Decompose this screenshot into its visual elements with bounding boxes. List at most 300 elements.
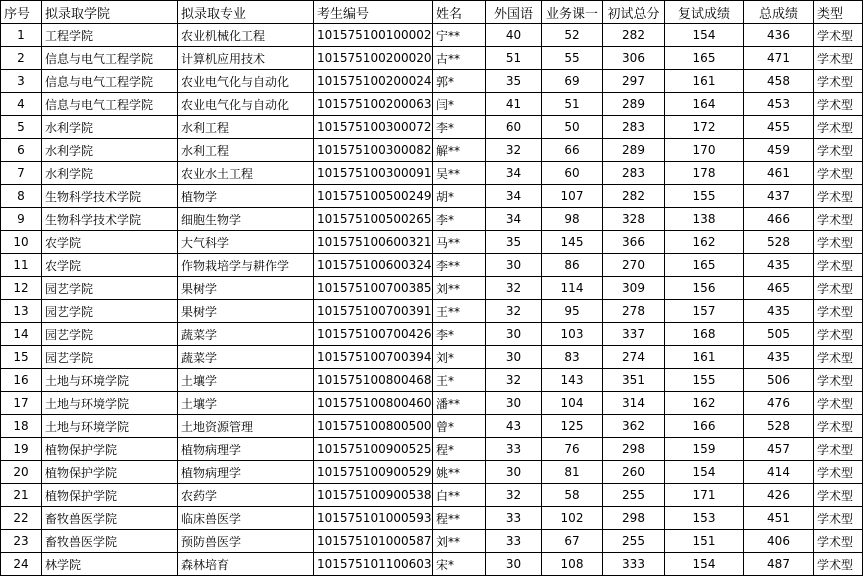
- table-body: [1, 24, 863, 576]
- cell-foreign-language: 32: [486, 139, 542, 162]
- cell-college: 水利学院: [42, 116, 178, 139]
- cell-type: 学术型: [814, 392, 863, 415]
- cell-subject-one: 103: [542, 323, 603, 346]
- cell-index: 19: [1, 438, 42, 461]
- cell-total-score: 414: [744, 461, 814, 484]
- cell-total-score: 455: [744, 116, 814, 139]
- cell-type: 学术型: [814, 369, 863, 392]
- cell-exam-id: 101575100500265: [314, 208, 433, 231]
- cell-total-score: 436: [744, 24, 814, 47]
- cell-exam-id: 101575100600321: [314, 231, 433, 254]
- cell-total-score: 528: [744, 415, 814, 438]
- header-index: 序号: [1, 1, 42, 24]
- cell-index: 11: [1, 254, 42, 277]
- cell-college: 信息与电气工程学院: [42, 70, 178, 93]
- cell-initial-total: 289: [603, 139, 665, 162]
- cell-type: 学术型: [814, 208, 863, 231]
- cell-name: 王**: [433, 300, 486, 323]
- cell-name: 李**: [433, 254, 486, 277]
- cell-index: 16: [1, 369, 42, 392]
- cell-exam-id: 101575100200063: [314, 93, 433, 116]
- cell-subject-one: 83: [542, 346, 603, 369]
- cell-exam-id: 101575100200024: [314, 70, 433, 93]
- cell-subject-one: 108: [542, 553, 603, 576]
- cell-exam-id: 101575100900525: [314, 438, 433, 461]
- cell-index: 9: [1, 208, 42, 231]
- cell-major: 农业电气化与自动化: [178, 93, 314, 116]
- cell-total-score: 435: [744, 254, 814, 277]
- cell-retest-score: 138: [665, 208, 744, 231]
- cell-exam-id: 101575100900538: [314, 484, 433, 507]
- cell-retest-score: 162: [665, 392, 744, 415]
- cell-major: 植物学: [178, 185, 314, 208]
- cell-subject-one: 67: [542, 530, 603, 553]
- cell-initial-total: 255: [603, 484, 665, 507]
- cell-type: 学术型: [814, 507, 863, 530]
- cell-retest-score: 162: [665, 231, 744, 254]
- table-row: [1, 415, 863, 438]
- cell-exam-id: 101575100800460: [314, 392, 433, 415]
- cell-major: 计算机应用技术: [178, 47, 314, 70]
- header-retest-score: 复试成绩: [665, 1, 744, 24]
- cell-index: 21: [1, 484, 42, 507]
- cell-foreign-language: 51: [486, 47, 542, 70]
- cell-exam-id: 101575100700391: [314, 300, 433, 323]
- cell-name: 胡*: [433, 185, 486, 208]
- cell-total-score: 528: [744, 231, 814, 254]
- cell-initial-total: 309: [603, 277, 665, 300]
- cell-type: 学术型: [814, 530, 863, 553]
- cell-initial-total: 282: [603, 24, 665, 47]
- cell-foreign-language: 33: [486, 530, 542, 553]
- cell-exam-id: 101575100700426: [314, 323, 433, 346]
- cell-retest-score: 151: [665, 530, 744, 553]
- cell-index: 2: [1, 47, 42, 70]
- cell-college: 信息与电气工程学院: [42, 47, 178, 70]
- cell-type: 学术型: [814, 254, 863, 277]
- cell-major: 作物栽培学与耕作学: [178, 254, 314, 277]
- cell-retest-score: 161: [665, 70, 744, 93]
- cell-total-score: 506: [744, 369, 814, 392]
- cell-retest-score: 164: [665, 93, 744, 116]
- cell-total-score: 459: [744, 139, 814, 162]
- cell-major: 植物病理学: [178, 438, 314, 461]
- cell-index: 20: [1, 461, 42, 484]
- cell-initial-total: 333: [603, 553, 665, 576]
- cell-retest-score: 154: [665, 461, 744, 484]
- cell-exam-id: 101575100100002: [314, 24, 433, 47]
- cell-foreign-language: 33: [486, 507, 542, 530]
- table-row: [1, 277, 863, 300]
- cell-initial-total: 366: [603, 231, 665, 254]
- cell-type: 学术型: [814, 277, 863, 300]
- cell-foreign-language: 32: [486, 484, 542, 507]
- table-row: [1, 507, 863, 530]
- cell-index: 24: [1, 553, 42, 576]
- cell-initial-total: 362: [603, 415, 665, 438]
- table-row: [1, 208, 863, 231]
- cell-type: 学术型: [814, 484, 863, 507]
- cell-index: 22: [1, 507, 42, 530]
- cell-type: 学术型: [814, 438, 863, 461]
- header-exam-id: 考生编号: [314, 1, 433, 24]
- cell-subject-one: 102: [542, 507, 603, 530]
- cell-total-score: 435: [744, 346, 814, 369]
- cell-retest-score: 159: [665, 438, 744, 461]
- cell-retest-score: 154: [665, 553, 744, 576]
- cell-subject-one: 51: [542, 93, 603, 116]
- cell-name: 李*: [433, 116, 486, 139]
- table-row: [1, 392, 863, 415]
- cell-index: 1: [1, 24, 42, 47]
- cell-foreign-language: 34: [486, 208, 542, 231]
- cell-initial-total: 297: [603, 70, 665, 93]
- cell-initial-total: 314: [603, 392, 665, 415]
- cell-total-score: 406: [744, 530, 814, 553]
- cell-exam-id: 101575100900529: [314, 461, 433, 484]
- cell-foreign-language: 60: [486, 116, 542, 139]
- cell-foreign-language: 30: [486, 254, 542, 277]
- cell-major: 蔬菜学: [178, 323, 314, 346]
- cell-major: 农业水土工程: [178, 162, 314, 185]
- cell-major: 土地资源管理: [178, 415, 314, 438]
- cell-foreign-language: 32: [486, 300, 542, 323]
- cell-exam-id: 101575101000587: [314, 530, 433, 553]
- cell-retest-score: 165: [665, 47, 744, 70]
- table-row: [1, 300, 863, 323]
- cell-subject-one: 50: [542, 116, 603, 139]
- table-row: [1, 530, 863, 553]
- header-subject-one: 业务课一: [542, 1, 603, 24]
- cell-index: 3: [1, 70, 42, 93]
- cell-exam-id: 101575100800468: [314, 369, 433, 392]
- cell-exam-id: 101575101000593: [314, 507, 433, 530]
- cell-subject-one: 86: [542, 254, 603, 277]
- cell-college: 水利学院: [42, 139, 178, 162]
- cell-college: 土地与环境学院: [42, 392, 178, 415]
- table-row: [1, 254, 863, 277]
- cell-index: 10: [1, 231, 42, 254]
- cell-foreign-language: 33: [486, 438, 542, 461]
- cell-major: 水利工程: [178, 116, 314, 139]
- cell-foreign-language: 43: [486, 415, 542, 438]
- cell-subject-one: 69: [542, 70, 603, 93]
- cell-name: 闫*: [433, 93, 486, 116]
- cell-major: 植物病理学: [178, 461, 314, 484]
- cell-college: 生物科学技术学院: [42, 185, 178, 208]
- cell-total-score: 457: [744, 438, 814, 461]
- cell-retest-score: 166: [665, 415, 744, 438]
- cell-exam-id: 101575100700394: [314, 346, 433, 369]
- header-foreign-language: 外国语: [486, 1, 542, 24]
- cell-index: 15: [1, 346, 42, 369]
- cell-exam-id: 101575100700385: [314, 277, 433, 300]
- table-row: [1, 47, 863, 70]
- table-row: [1, 553, 863, 576]
- cell-name: 白**: [433, 484, 486, 507]
- header-major: 拟录取专业: [178, 1, 314, 24]
- table-row: [1, 93, 863, 116]
- cell-major: 蔬菜学: [178, 346, 314, 369]
- cell-name: 曾*: [433, 415, 486, 438]
- cell-retest-score: 172: [665, 116, 744, 139]
- cell-initial-total: 298: [603, 438, 665, 461]
- cell-name: 李*: [433, 208, 486, 231]
- table-row: [1, 484, 863, 507]
- cell-subject-one: 125: [542, 415, 603, 438]
- cell-foreign-language: 40: [486, 24, 542, 47]
- cell-type: 学术型: [814, 116, 863, 139]
- cell-major: 森林培育: [178, 553, 314, 576]
- cell-subject-one: 76: [542, 438, 603, 461]
- cell-major: 大气科学: [178, 231, 314, 254]
- cell-total-score: 426: [744, 484, 814, 507]
- cell-college: 信息与电气工程学院: [42, 93, 178, 116]
- cell-type: 学术型: [814, 185, 863, 208]
- cell-initial-total: 328: [603, 208, 665, 231]
- cell-index: 7: [1, 162, 42, 185]
- cell-exam-id: 101575100500249: [314, 185, 433, 208]
- cell-name: 刘**: [433, 530, 486, 553]
- cell-name: 宋*: [433, 553, 486, 576]
- cell-name: 宁**: [433, 24, 486, 47]
- cell-type: 学术型: [814, 162, 863, 185]
- cell-index: 4: [1, 93, 42, 116]
- cell-name: 郭*: [433, 70, 486, 93]
- table-row: [1, 231, 863, 254]
- cell-type: 学术型: [814, 93, 863, 116]
- cell-total-score: 466: [744, 208, 814, 231]
- cell-college: 生物科学技术学院: [42, 208, 178, 231]
- cell-retest-score: 155: [665, 369, 744, 392]
- cell-major: 土壤学: [178, 369, 314, 392]
- cell-foreign-language: 30: [486, 346, 542, 369]
- cell-total-score: 471: [744, 47, 814, 70]
- cell-retest-score: 156: [665, 277, 744, 300]
- cell-college: 农学院: [42, 254, 178, 277]
- cell-total-score: 451: [744, 507, 814, 530]
- cell-initial-total: 289: [603, 93, 665, 116]
- cell-initial-total: 274: [603, 346, 665, 369]
- header-total-score: 总成绩: [744, 1, 814, 24]
- cell-college: 土地与环境学院: [42, 415, 178, 438]
- cell-college: 水利学院: [42, 162, 178, 185]
- cell-foreign-language: 30: [486, 553, 542, 576]
- cell-total-score: 461: [744, 162, 814, 185]
- cell-name: 姚**: [433, 461, 486, 484]
- cell-index: 13: [1, 300, 42, 323]
- cell-retest-score: 157: [665, 300, 744, 323]
- header-name: 姓名: [433, 1, 486, 24]
- cell-total-score: 458: [744, 70, 814, 93]
- cell-retest-score: 165: [665, 254, 744, 277]
- cell-major: 果树学: [178, 277, 314, 300]
- cell-name: 古**: [433, 47, 486, 70]
- cell-total-score: 437: [744, 185, 814, 208]
- cell-total-score: 453: [744, 93, 814, 116]
- cell-index: 14: [1, 323, 42, 346]
- cell-foreign-language: 34: [486, 185, 542, 208]
- table-row: [1, 346, 863, 369]
- cell-index: 23: [1, 530, 42, 553]
- table-row: [1, 139, 863, 162]
- cell-subject-one: 52: [542, 24, 603, 47]
- cell-subject-one: 143: [542, 369, 603, 392]
- cell-college: 园艺学院: [42, 323, 178, 346]
- cell-index: 17: [1, 392, 42, 415]
- cell-college: 农学院: [42, 231, 178, 254]
- cell-college: 林学院: [42, 553, 178, 576]
- cell-type: 学术型: [814, 70, 863, 93]
- cell-major: 土壤学: [178, 392, 314, 415]
- cell-foreign-language: 32: [486, 369, 542, 392]
- cell-subject-one: 98: [542, 208, 603, 231]
- cell-retest-score: 154: [665, 24, 744, 47]
- cell-total-score: 435: [744, 300, 814, 323]
- cell-type: 学术型: [814, 300, 863, 323]
- cell-type: 学术型: [814, 231, 863, 254]
- cell-type: 学术型: [814, 323, 863, 346]
- cell-type: 学术型: [814, 139, 863, 162]
- cell-major: 细胞生物学: [178, 208, 314, 231]
- cell-initial-total: 283: [603, 162, 665, 185]
- cell-name: 程*: [433, 438, 486, 461]
- table-row: [1, 185, 863, 208]
- cell-retest-score: 171: [665, 484, 744, 507]
- cell-subject-one: 60: [542, 162, 603, 185]
- cell-name: 王*: [433, 369, 486, 392]
- cell-type: 学术型: [814, 47, 863, 70]
- cell-type: 学术型: [814, 24, 863, 47]
- cell-major: 水利工程: [178, 139, 314, 162]
- cell-major: 农业机械化工程: [178, 24, 314, 47]
- cell-subject-one: 58: [542, 484, 603, 507]
- cell-index: 8: [1, 185, 42, 208]
- cell-major: 临床兽医学: [178, 507, 314, 530]
- cell-name: 程**: [433, 507, 486, 530]
- table-row: [1, 24, 863, 47]
- cell-total-score: 465: [744, 277, 814, 300]
- cell-college: 植物保护学院: [42, 461, 178, 484]
- cell-subject-one: 104: [542, 392, 603, 415]
- cell-name: 刘**: [433, 277, 486, 300]
- cell-subject-one: 107: [542, 185, 603, 208]
- cell-foreign-language: 30: [486, 461, 542, 484]
- cell-index: 6: [1, 139, 42, 162]
- cell-college: 工程学院: [42, 24, 178, 47]
- header-initial-total: 初试总分: [603, 1, 665, 24]
- cell-exam-id: 101575100300072: [314, 116, 433, 139]
- table-row: [1, 116, 863, 139]
- cell-exam-id: 101575100600324: [314, 254, 433, 277]
- cell-subject-one: 95: [542, 300, 603, 323]
- cell-initial-total: 351: [603, 369, 665, 392]
- cell-name: 吴**: [433, 162, 486, 185]
- cell-retest-score: 155: [665, 185, 744, 208]
- cell-name: 刘*: [433, 346, 486, 369]
- cell-college: 畜牧兽医学院: [42, 530, 178, 553]
- cell-name: 潘**: [433, 392, 486, 415]
- cell-initial-total: 255: [603, 530, 665, 553]
- cell-major: 农药学: [178, 484, 314, 507]
- cell-initial-total: 283: [603, 116, 665, 139]
- cell-subject-one: 114: [542, 277, 603, 300]
- cell-college: 畜牧兽医学院: [42, 507, 178, 530]
- cell-total-score: 476: [744, 392, 814, 415]
- cell-major: 预防兽医学: [178, 530, 314, 553]
- cell-subject-one: 81: [542, 461, 603, 484]
- cell-college: 园艺学院: [42, 300, 178, 323]
- header-college: 拟录取学院: [42, 1, 178, 24]
- cell-retest-score: 153: [665, 507, 744, 530]
- cell-foreign-language: 41: [486, 93, 542, 116]
- cell-index: 18: [1, 415, 42, 438]
- cell-college: 植物保护学院: [42, 438, 178, 461]
- cell-initial-total: 282: [603, 185, 665, 208]
- cell-initial-total: 337: [603, 323, 665, 346]
- cell-initial-total: 306: [603, 47, 665, 70]
- cell-initial-total: 298: [603, 507, 665, 530]
- cell-foreign-language: 35: [486, 70, 542, 93]
- cell-exam-id: 101575100300091: [314, 162, 433, 185]
- cell-foreign-language: 32: [486, 277, 542, 300]
- cell-initial-total: 270: [603, 254, 665, 277]
- cell-foreign-language: 30: [486, 323, 542, 346]
- cell-foreign-language: 34: [486, 162, 542, 185]
- table-row: [1, 461, 863, 484]
- cell-subject-one: 55: [542, 47, 603, 70]
- cell-college: 园艺学院: [42, 346, 178, 369]
- cell-college: 园艺学院: [42, 277, 178, 300]
- table-row: [1, 369, 863, 392]
- cell-exam-id: 101575101100603: [314, 553, 433, 576]
- cell-foreign-language: 30: [486, 392, 542, 415]
- cell-initial-total: 278: [603, 300, 665, 323]
- table-row: [1, 323, 863, 346]
- cell-total-score: 505: [744, 323, 814, 346]
- cell-total-score: 487: [744, 553, 814, 576]
- cell-exam-id: 101575100800500: [314, 415, 433, 438]
- cell-retest-score: 170: [665, 139, 744, 162]
- cell-name: 解**: [433, 139, 486, 162]
- cell-index: 12: [1, 277, 42, 300]
- cell-retest-score: 168: [665, 323, 744, 346]
- header-type: 类型: [814, 1, 863, 24]
- cell-foreign-language: 35: [486, 231, 542, 254]
- cell-major: 农业电气化与自动化: [178, 70, 314, 93]
- cell-initial-total: 260: [603, 461, 665, 484]
- cell-retest-score: 178: [665, 162, 744, 185]
- cell-college: 植物保护学院: [42, 484, 178, 507]
- table-row: [1, 70, 863, 93]
- table-row: [1, 438, 863, 461]
- cell-type: 学术型: [814, 346, 863, 369]
- table-header-row: [1, 1, 863, 24]
- cell-exam-id: 101575100200020: [314, 47, 433, 70]
- cell-college: 土地与环境学院: [42, 369, 178, 392]
- cell-exam-id: 101575100300082: [314, 139, 433, 162]
- cell-major: 果树学: [178, 300, 314, 323]
- cell-subject-one: 145: [542, 231, 603, 254]
- cell-name: 马**: [433, 231, 486, 254]
- table-row: [1, 162, 863, 185]
- cell-index: 5: [1, 116, 42, 139]
- cell-type: 学术型: [814, 415, 863, 438]
- cell-type: 学术型: [814, 553, 863, 576]
- cell-subject-one: 66: [542, 139, 603, 162]
- cell-retest-score: 161: [665, 346, 744, 369]
- cell-type: 学术型: [814, 461, 863, 484]
